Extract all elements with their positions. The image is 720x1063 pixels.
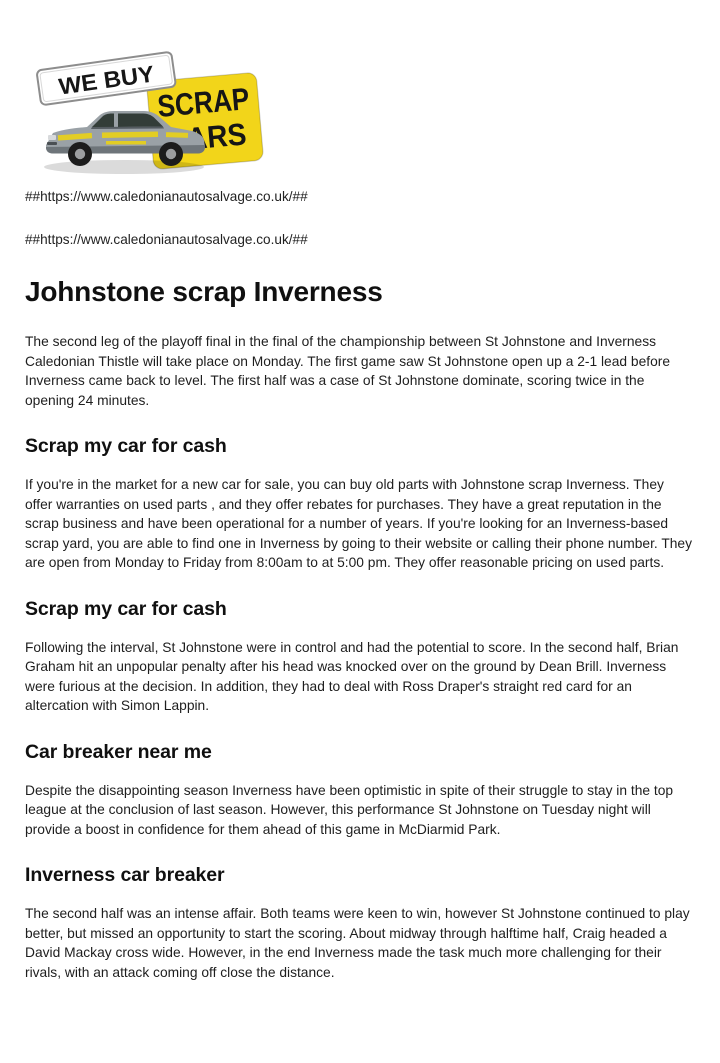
source-url-2: ##https://www.caledonianautosalvage.co.uk/##	[25, 232, 308, 247]
section-paragraph: Following the interval, St Johnstone were in control and had the potential to score. In the second half, Brian Graham hit an unpopular penalty after his head was knocked over on the ground by Dean Brill. Inverness were furious at the decision. In addition, they had to deal with Ross Draper's straight red card for an altercation with Simon Lappin.	[25, 639, 679, 713]
cars-text: CARS	[165, 115, 256, 159]
section-heading: Inverness car breaker	[25, 864, 225, 886]
page	[0, 45, 720, 1063]
section-inverness-car-breaker	[25, 863, 694, 982]
logo-image	[28, 45, 268, 175]
article-content	[0, 189, 720, 982]
scrap-text: SCRAP	[156, 79, 268, 124]
section-scrap-my-car-1	[25, 434, 694, 573]
we-buy-text: WE BUY	[57, 60, 152, 100]
intro-paragraph: The second leg of the playoff final in the final of the championship between St Johnstone and Inverness Caledonian Thistle will take place on Monday. The first game saw St Johnstone open up a 2-1 lead before Inverness came back to level. The first half was a case of St Johnstone dominate, scoring twice in the opening 24 minutes.	[25, 334, 671, 408]
scrap-cars-logo	[28, 45, 268, 175]
section-paragraph: If you're in the market for a new car for sale, you can buy old parts with Johnstone scrap Inverness. They offer warranties on used parts , and they offer rebates for purchases. They have a great reputation in the scrap business and have been operational for a number of years. If you're looking for an Inverness-based scrap yard, you are able to find one in Inverness by going to their website or calling their phone number. They are open from Monday to Friday from 8:00am to at 5:00 pm. They offer reasonable pricing on used parts.	[25, 477, 692, 570]
section-heading: Car breaker near me	[25, 740, 212, 763]
section-paragraph: Despite the disappointing season Inverness have been optimistic in spite of their struggle to stay in the top league at the conclusion of last season. However, this performance St Johnstone on Tuesday night will provide a boost in confidence for them ahead of this game in McDiarmid Park.	[25, 782, 674, 837]
section-car-breaker-near-me	[25, 740, 694, 840]
section-paragraph: The second half was an intense affair. Both teams were keen to win, however St Johnstone continued to play better, but missed an opportunity to start the scoring. About midway through halftime half, Craig headed a David Mackay cross wide. However, in the end Inverness made the task much more challenging for their rivals, with an attack coming off close the distance.	[25, 906, 690, 980]
source-url-1: ##https://www.caledonianautosalvage.co.uk/##	[25, 189, 308, 204]
section-heading: Scrap my car for cash	[25, 597, 227, 620]
page-title: Johnstone scrap Inverness	[25, 276, 383, 307]
section-heading: Scrap my car for cash	[25, 435, 227, 457]
section-scrap-my-car-2	[25, 597, 694, 716]
